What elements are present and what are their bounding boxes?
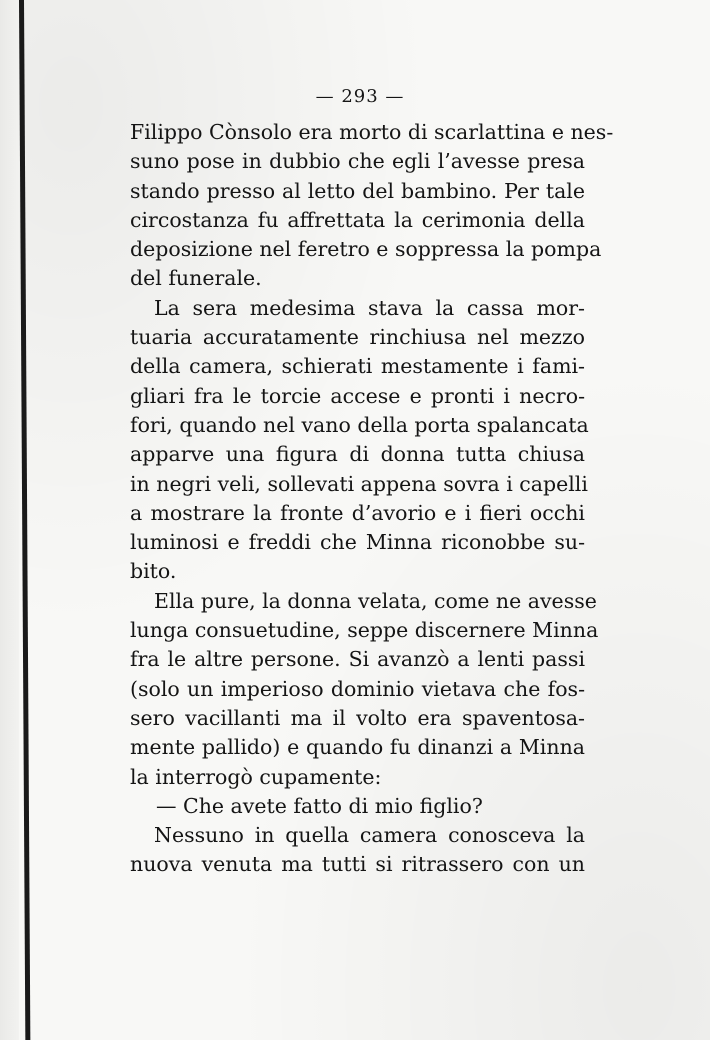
binding-gutter [0,0,19,1040]
binding-edge-line [19,0,30,1040]
dialogue-line: — Che avete fatto di mio figlio? [156,793,483,818]
text-line: sero vacillanti ma il volto era spaventosa- [130,705,585,730]
body-text [130,118,614,880]
paragraph [130,118,614,294]
text-line: suno pose in dubbio che egli l’avesse presa [130,149,585,174]
paragraph [130,294,589,587]
dialogue-paragraph [130,792,585,821]
text-line: deposizione nel feretro e soppressa la pompa [130,237,602,262]
text-line: in negri veli, sollevati appena sovra i capelli [130,471,588,496]
text-line: della camera, schierati mestamente i fami- [130,354,585,379]
text-line: la interrogò cupamente: [130,764,382,789]
text-line: gliari fra le torcie accese e pronti i necro- [130,383,585,408]
text-line: apparve una figura di donna tutta chiusa [130,442,585,467]
text-line: mente pallido) e quando fu dinanzi a Minna [130,735,585,760]
text-line: fori, quando nel vano della porta spalancata [130,412,589,437]
text-line: a mostrare la fronte d’avorio e i fieri occhi [130,500,585,525]
text-line: circostanza fu affrettata la cerimonia della [130,207,585,232]
text-line: luminosi e freddi che Minna riconobbe su- [130,530,585,555]
text-line: (solo un imperioso dominio vietava che fos- [130,676,585,701]
text-line: bito. [130,559,177,584]
text-line: fra le altre persone. Si avanzò a lenti passi [130,647,585,672]
text-line: Filippo Cònsolo era morto di scarlattina e nes- [130,120,614,144]
text-line: La sera medesima stava la cassa mor- [154,295,585,320]
paragraph [130,587,599,792]
text-line: del funerale. [130,266,262,291]
text-line: stando presso al letto del bambino. Per tale [130,178,585,203]
text-line: Ella pure, la donna velata, come ne avesse [154,588,597,613]
text-line: tuaria accuratamente rinchiusa nel mezzo [130,325,585,350]
text-line: nuova venuta ma tutti si ritrassero con un [130,852,585,877]
text-line: lunga consuetudine, seppe discernere Minna [130,618,599,643]
text-line: Nessuno in quella camera conosceva la [154,823,585,848]
page-number: — 293 — [315,86,405,107]
paragraph [130,821,585,880]
